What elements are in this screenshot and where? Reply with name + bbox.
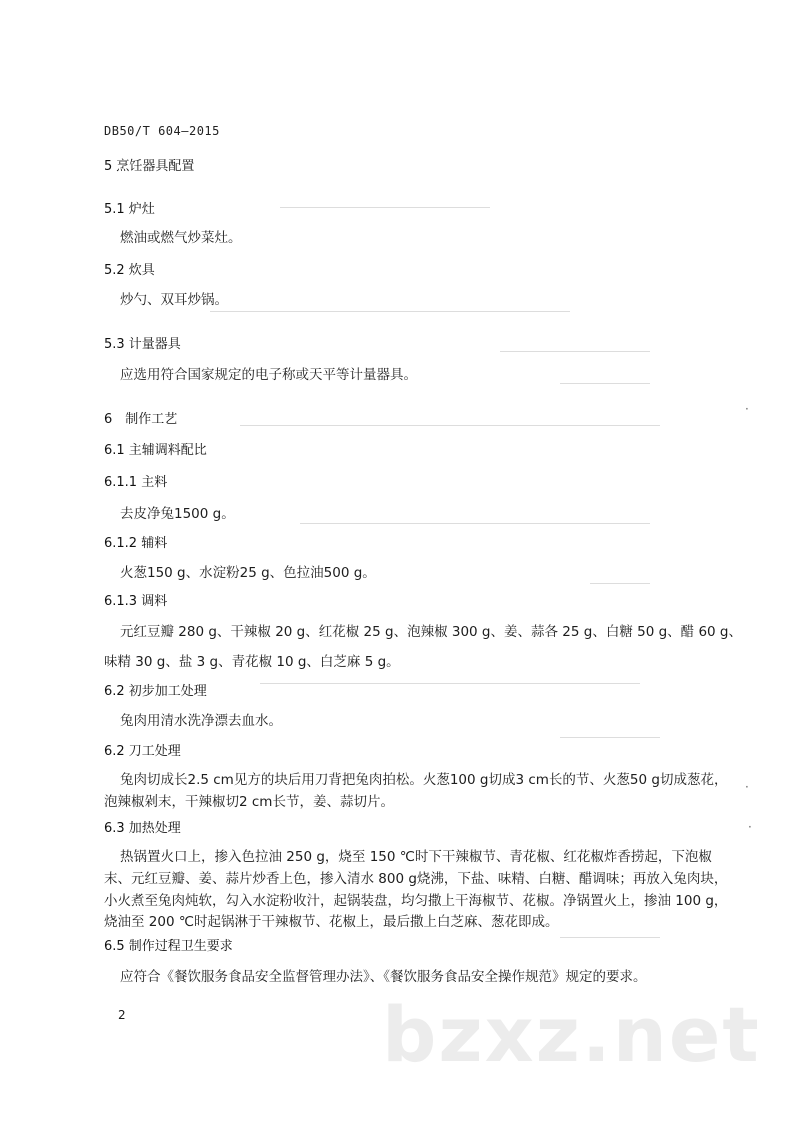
section-heading: 6.1.3 调料 (104, 594, 168, 609)
scan-noise (260, 683, 640, 684)
section-heading: 6.3 加热处理 (104, 821, 181, 836)
section-body: 去皮净兔1500 g。 (120, 506, 235, 522)
section-body: 燃油或燃气炒菜灶。 (120, 230, 242, 246)
section-heading: 6 制作工艺 (104, 412, 178, 427)
section-body: 兔肉用清水洗净漂去血水。 (120, 713, 282, 729)
watermark: bzxz.net (382, 990, 761, 1079)
section-heading: 5.2 炊具 (104, 263, 155, 278)
section-body-line: 泡辣椒剁末，干辣椒切2 cm长节，姜、蒜切片。 (104, 794, 394, 810)
scan-noise (560, 937, 660, 938)
scan-speck: · (745, 780, 749, 794)
section-heading: 5.1 炉灶 (104, 202, 155, 217)
scan-noise (240, 425, 660, 426)
section-body: 火葱150 g、水淀粉25 g、色拉油500 g。 (120, 565, 376, 581)
section-heading: 5 烹饪器具配置 (104, 159, 195, 174)
standard-code: DB50/T 604—2015 (104, 124, 220, 138)
section-body: 应符合《餐饮服务食品安全监督管理办法》、《餐饮服务食品安全操作规范》规定的要求。 (120, 969, 647, 985)
section-body: 炒勺、双耳炒锅。 (120, 292, 228, 308)
section-heading: 6.2 初步加工处理 (104, 684, 207, 699)
page-number: 2 (118, 1008, 126, 1022)
scan-noise (560, 383, 650, 384)
section-body-line: 末、元红豆瓣、姜、蒜片炒香上色，掺入清水 800 g烧沸，下盐、味精、白糖、醋调味；再放入兔肉块， (104, 871, 728, 887)
scan-noise (500, 351, 650, 352)
section-body: 应选用符合国家规定的电子称或天平等计量器具。 (120, 367, 417, 383)
scan-speck: · (748, 820, 752, 834)
scan-noise (590, 583, 650, 584)
scan-noise (210, 311, 570, 312)
section-heading: 6.2 刀工处理 (104, 744, 181, 759)
section-body-line: 味精 30 g、盐 3 g、青花椒 10 g、白芝麻 5 g。 (104, 654, 400, 670)
section-heading: 6.1 主辅调料配比 (104, 443, 207, 458)
scan-noise (280, 207, 490, 208)
section-body-line: 小火煮至兔肉炖软，勾入水淀粉收汁，起锅装盘，均匀撒上干海椒节、花椒。净锅置火上，掺油 100 g， (104, 893, 728, 909)
scan-speck: · (745, 402, 749, 416)
section-body-line: 兔肉切成长2.5 cm见方的块后用刀背把兔肉拍松。火葱100 g切成3 cm长的节、火葱50 g切成葱花， (120, 772, 728, 788)
section-body-line: 烧油至 200 ℃时起锅淋于干辣椒节、花椒上，最后撒上白芝麻、葱花即成。 (104, 914, 559, 930)
section-heading: 6.1.1 主料 (104, 475, 168, 490)
section-body-line: 元红豆瓣 280 g、干辣椒 20 g、红花椒 25 g、泡辣椒 300 g、姜、蒜各 25 g、白糖 50 g、醋 60 g、 (120, 624, 742, 640)
section-heading: 6.5 制作过程卫生要求 (104, 939, 233, 954)
section-heading: 6.1.2 辅料 (104, 536, 168, 551)
scan-noise (560, 737, 660, 738)
scan-noise (300, 523, 650, 524)
section-heading: 5.3 计量器具 (104, 337, 181, 352)
section-body-line: 热锅置火口上，掺入色拉油 250 g，烧至 150 ℃时下干辣椒节、青花椒、红花椒炸香捞起，下泡椒 (120, 849, 712, 865)
